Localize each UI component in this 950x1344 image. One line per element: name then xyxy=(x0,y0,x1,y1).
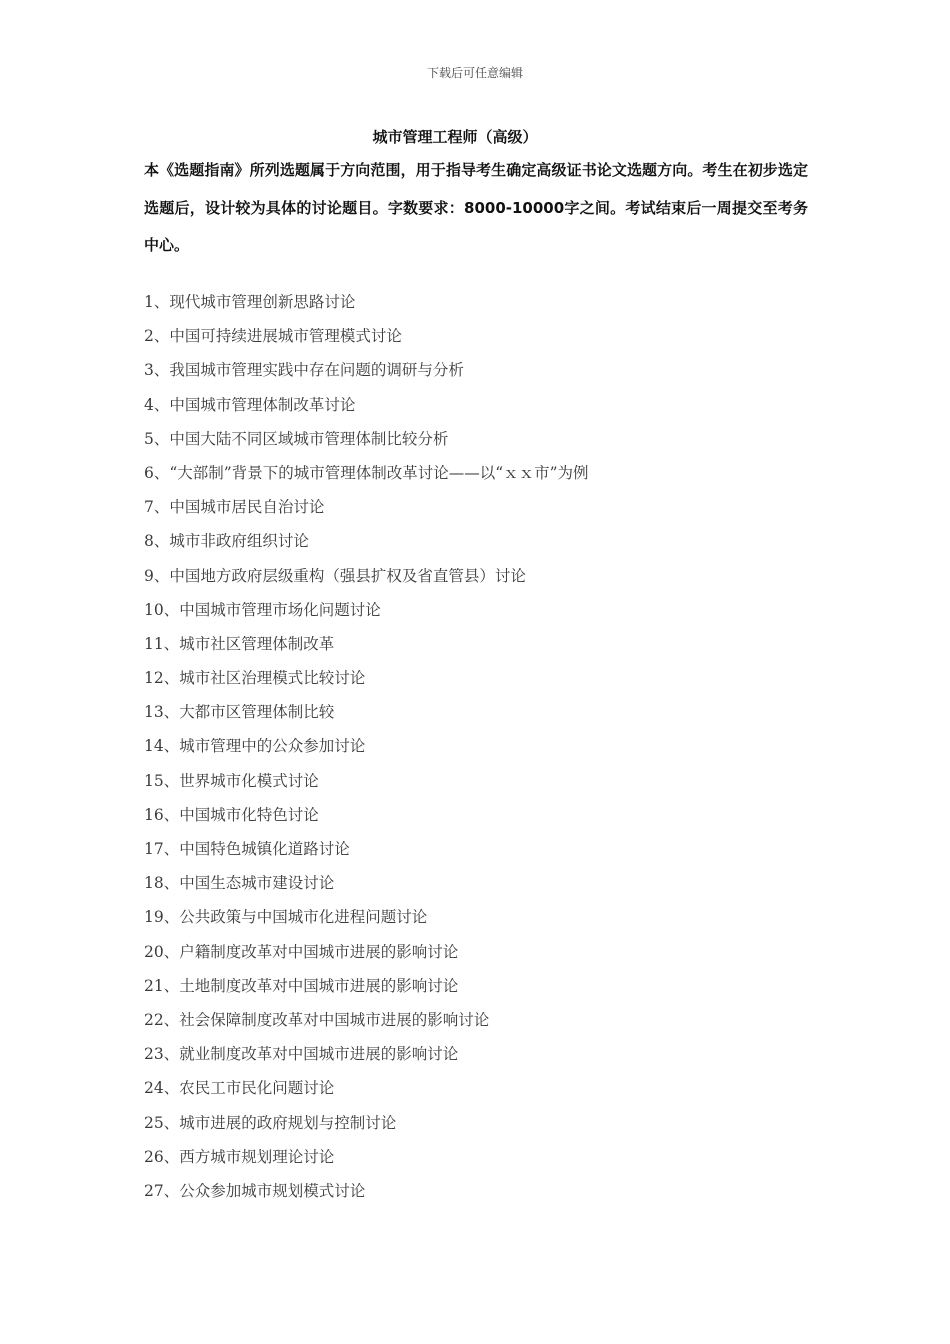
topic-item: 8、城市非政府组织讨论 xyxy=(144,532,309,551)
topic-item: 3、我国城市管理实践中存在问题的调研与分析 xyxy=(144,361,464,380)
topic-item: 12、城市社区治理模式比较讨论 xyxy=(144,669,366,688)
topic-item: 27、公众参加城市规划模式讨论 xyxy=(144,1181,366,1200)
document-title: 城市管理工程师（高级） xyxy=(372,128,538,146)
topic-item: 5、中国大陆不同区域城市管理体制比较分析 xyxy=(144,429,449,448)
topic-item: 6、“大部制”背景下的城市管理体制改革讨论——以“ｘｘ市”为例 xyxy=(144,463,589,482)
topic-item: 2、中国可持续进展城市管理模式讨论 xyxy=(144,327,402,346)
intro-paragraph: 本《选题指南》所列选题属于方向范围，用于指导考生确定高级证书论文选题方向。考生在初步选定选题后，设计较为具体的讨论题目。字数要求：8000-10000字之间。考试结束后一周提交至考务中心。 xyxy=(144,161,808,254)
topic-item: 13、大都市区管理体制比较 xyxy=(144,703,335,722)
topic-item: 16、中国城市化特色讨论 xyxy=(144,805,319,824)
topic-item: 20、户籍制度改革对中国城市进展的影响讨论 xyxy=(144,942,459,961)
topic-item: 22、社会保障制度改革对中国城市进展的影响讨论 xyxy=(144,1010,490,1029)
topic-item: 11、城市社区管理体制改革 xyxy=(144,634,335,653)
topic-item: 21、土地制度改革对中国城市进展的影响讨论 xyxy=(144,976,459,995)
topic-item: 17、中国特色城镇化道路讨论 xyxy=(144,840,350,858)
topic-item: 7、中国城市居民自治讨论 xyxy=(144,498,325,517)
topic-item: 9、中国地方政府层级重构（强县扩权及省直管县）讨论 xyxy=(144,566,526,585)
topic-item: 10、中国城市管理市场化问题讨论 xyxy=(144,600,381,619)
topic-item: 4、中国城市管理体制改革讨论 xyxy=(144,395,356,414)
topic-item: 25、城市进展的政府规划与控制讨论 xyxy=(144,1113,397,1132)
topic-list xyxy=(144,288,824,1211)
topic-item: 18、中国生态城市建设讨论 xyxy=(144,874,335,893)
topic-item: 14、城市管理中的公众参加讨论 xyxy=(144,737,366,756)
topic-item: 26、西方城市规划理论讨论 xyxy=(144,1147,335,1166)
topic-item: 15、世界城市化模式讨论 xyxy=(144,771,319,790)
topic-item: 1、现代城市管理创新思路讨论 xyxy=(144,293,356,311)
topic-item: 24、农民工市民化问题讨论 xyxy=(144,1079,335,1098)
topic-item: 19、公共政策与中国城市化进程问题讨论 xyxy=(144,908,428,927)
header-note: 下载后可任意编辑 xyxy=(426,66,523,80)
topic-item: 23、就业制度改革对中国城市进展的影响讨论 xyxy=(144,1045,459,1064)
